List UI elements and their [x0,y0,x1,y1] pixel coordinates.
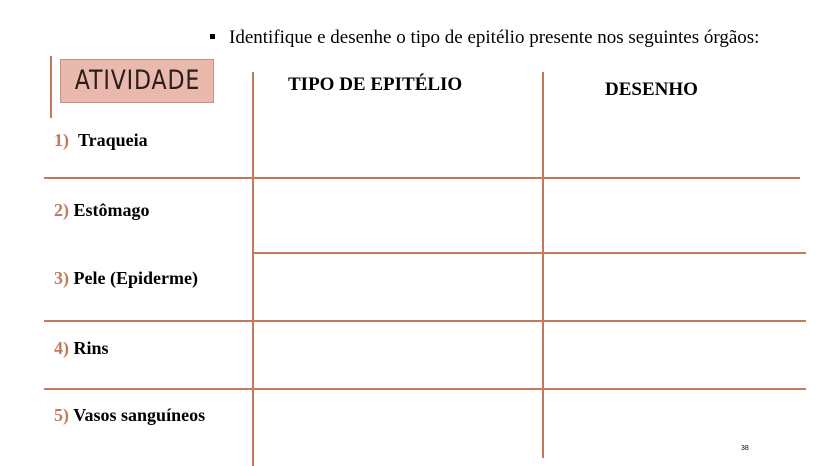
table-row-label [54,338,109,359]
row-organ: Estômago [73,200,150,220]
column-header-tipo: TIPO DE EPITÉLIO [288,74,463,95]
row-number: 5) [54,405,69,425]
instruction-text-line [210,27,759,49]
row-divider-4 [44,388,806,390]
row-divider-1 [44,177,800,179]
row-organ: Vasos sanguíneos [73,405,206,425]
row-number: 3) [54,268,69,288]
row-organ: Pele (Epiderme) [73,268,198,288]
row-number: 2) [54,200,69,220]
row-number: 1) [54,130,69,150]
column-divider-1 [252,72,254,466]
atividade-badge [60,59,214,103]
page-number: 38 [741,445,749,452]
row-organ: Rins [73,338,109,358]
badge-accent-line [50,56,52,118]
table-row-label [54,405,205,426]
atividade-label: ATIVIDADE [74,65,201,96]
row-divider-2 [252,252,806,254]
column-divider-2 [542,72,544,458]
table-row-label [54,268,198,289]
instruction-text: Identifique e desenhe o tipo de epitélio presente nos seguintes órgãos: [229,27,760,48]
row-number: 4) [54,338,69,358]
table-row-label [54,200,150,221]
bullet-icon [210,34,215,39]
table-row-label [54,130,148,151]
row-organ: Traqueia [78,130,148,150]
column-header-desenho: DESENHO [605,79,698,100]
row-divider-3 [44,320,806,322]
